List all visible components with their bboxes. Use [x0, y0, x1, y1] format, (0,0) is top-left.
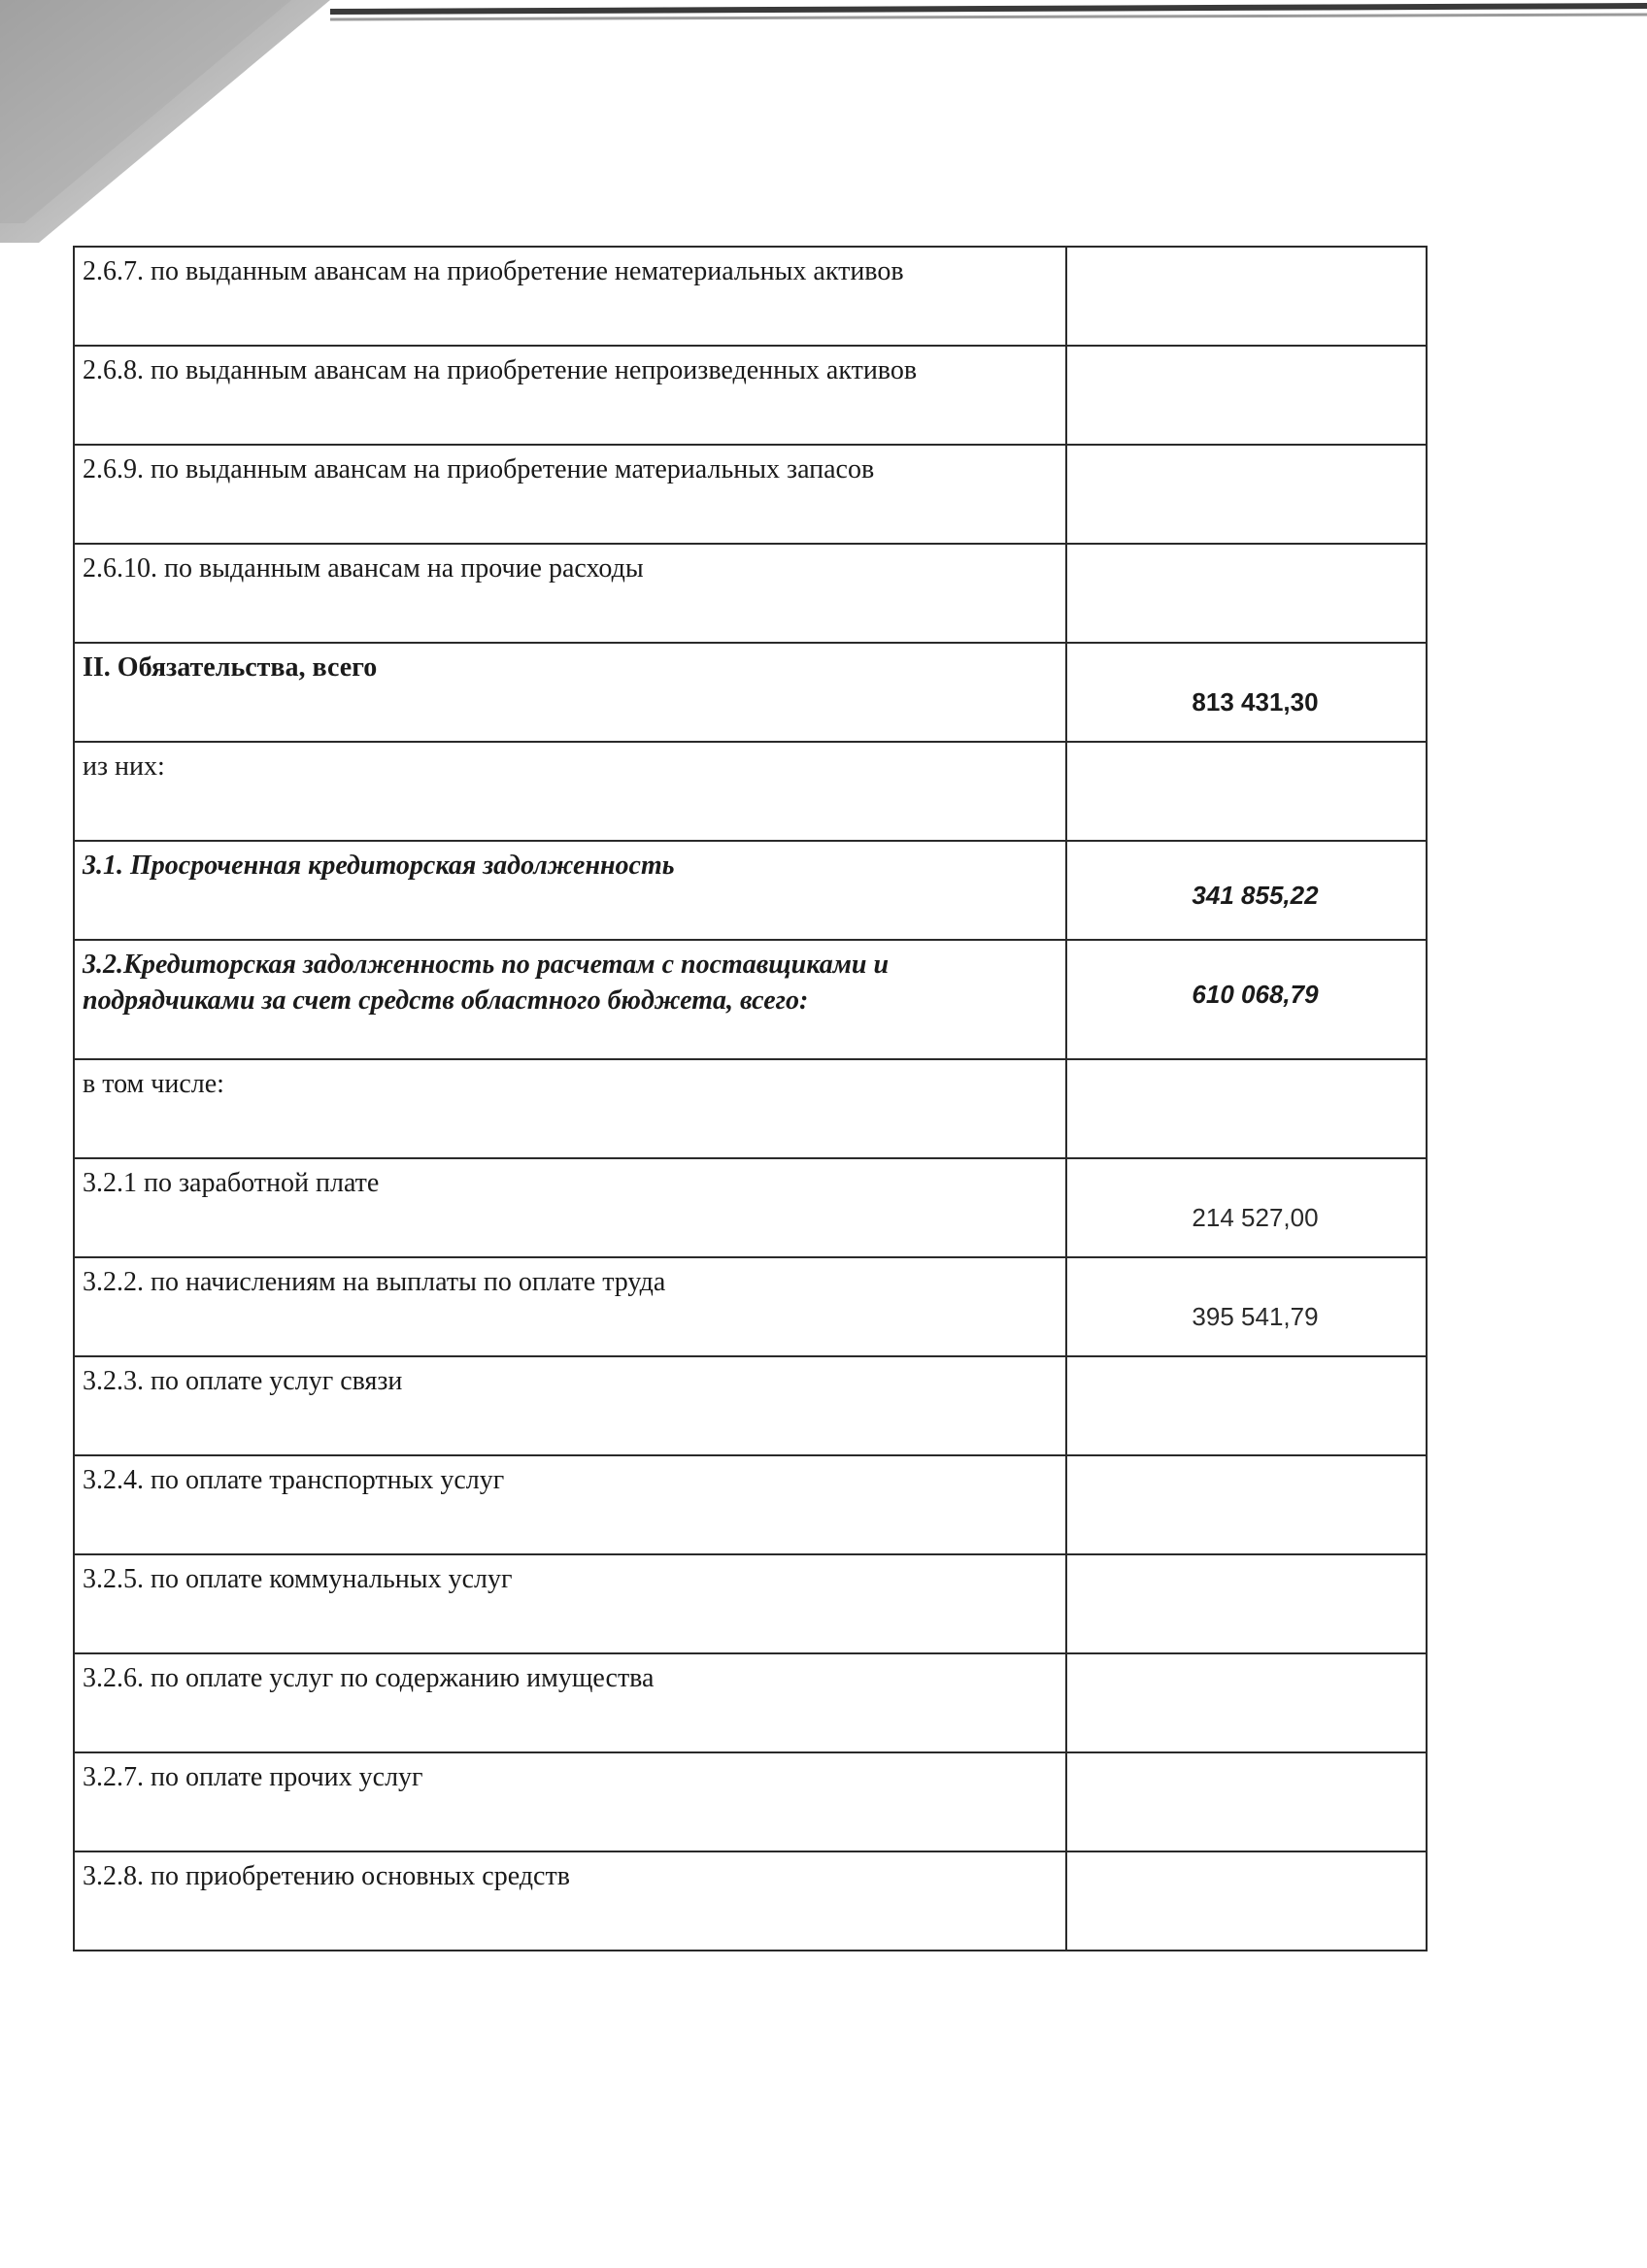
row-value: 395 541,79	[1192, 1302, 1319, 1331]
row-label-cell	[74, 940, 1066, 1059]
row-label-cell	[74, 346, 1066, 445]
row-label: 3.2.6. по оплате услуг по содержанию имущества	[83, 1663, 655, 1693]
row-value	[1067, 446, 1426, 489]
row-value	[1067, 347, 1426, 390]
row-value	[1067, 1852, 1426, 1896]
row-value-cell	[1066, 1851, 1427, 1951]
row-label-cell	[74, 841, 1066, 940]
row-value-cell	[1066, 940, 1427, 1059]
table-body	[74, 247, 1427, 1951]
table-row	[74, 940, 1427, 1059]
row-value: 341 855,22	[1192, 881, 1319, 910]
row-label-cell	[74, 742, 1066, 841]
row-value-cell	[1066, 544, 1427, 643]
row-label-cell	[74, 1158, 1066, 1257]
row-label: 3.2.8. по приобретению основных средств	[83, 1861, 570, 1891]
scan-fold-shadow	[0, 0, 1647, 252]
row-value-cell	[1066, 346, 1427, 445]
row-label-cell	[74, 643, 1066, 742]
row-label: 3.2.5. по оплате коммунальных услуг	[83, 1564, 513, 1594]
row-value	[1067, 1654, 1426, 1698]
row-label-cell	[74, 1851, 1066, 1951]
row-label: 2.6.10. по выданным авансам на прочие расходы	[83, 553, 644, 584]
row-label: II. Обязательства, всего	[83, 652, 378, 683]
table-row	[74, 1455, 1427, 1554]
row-label: 2.6.7. по выданным авансам на приобретение нематериальных активов	[83, 256, 904, 286]
row-label-cell	[74, 445, 1066, 544]
table-row	[74, 544, 1427, 643]
row-label: в том числе:	[83, 1069, 224, 1099]
row-label: 3.2.2. по начислениям на выплаты по оплате труда	[83, 1267, 666, 1297]
row-label-cell	[74, 1653, 1066, 1752]
row-value-cell	[1066, 1554, 1427, 1653]
table-row	[74, 742, 1427, 841]
table-row	[74, 643, 1427, 742]
row-value-cell	[1066, 1356, 1427, 1455]
row-value	[1067, 1456, 1426, 1500]
row-label: 2.6.8. по выданным авансам на приобретение непроизведенных активов	[83, 355, 918, 385]
table-row	[74, 1059, 1427, 1158]
liabilities-table	[73, 246, 1428, 1951]
table-row	[74, 1653, 1427, 1752]
row-value-cell	[1066, 1752, 1427, 1851]
table-row	[74, 1851, 1427, 1951]
table-row	[74, 1752, 1427, 1851]
row-label-cell	[74, 247, 1066, 346]
row-label: 3.2.4. по оплате транспортных услуг	[83, 1465, 505, 1495]
row-value	[1067, 1357, 1426, 1401]
row-value-cell	[1066, 841, 1427, 940]
table-row	[74, 247, 1427, 346]
row-label: из них:	[83, 751, 165, 782]
row-label: 3.2.3. по оплате услуг связи	[83, 1366, 403, 1396]
row-label-cell	[74, 1257, 1066, 1356]
row-value	[1067, 545, 1426, 588]
row-label-cell	[74, 1356, 1066, 1455]
row-value	[1067, 248, 1426, 291]
row-value-cell	[1066, 1455, 1427, 1554]
row-value	[1067, 1753, 1426, 1797]
row-value-cell	[1066, 1653, 1427, 1752]
row-label: 3.2.Кредиторская задолженность по расчетам с поставщиками и подрядчиками за счет средств областного бюджета, всего:	[83, 950, 890, 1016]
row-label-cell	[74, 1455, 1066, 1554]
row-label-cell	[74, 544, 1066, 643]
table-row	[74, 1257, 1427, 1356]
table-row	[74, 1158, 1427, 1257]
row-value-cell	[1066, 643, 1427, 742]
table-row	[74, 1356, 1427, 1455]
table-row	[74, 445, 1427, 544]
row-value-cell	[1066, 1158, 1427, 1257]
row-value	[1067, 1555, 1426, 1599]
row-value: 813 431,30	[1192, 687, 1319, 717]
row-value	[1067, 743, 1426, 786]
row-label: 2.6.9. по выданным авансам на приобретение материальных запасов	[83, 454, 875, 484]
row-value-cell	[1066, 1257, 1427, 1356]
table-row	[74, 841, 1427, 940]
table-row	[74, 346, 1427, 445]
row-value	[1067, 1060, 1426, 1104]
row-value-cell	[1066, 445, 1427, 544]
row-label-cell	[74, 1752, 1066, 1851]
row-value: 214 527,00	[1192, 1203, 1319, 1232]
row-value-cell	[1066, 742, 1427, 841]
row-value-cell	[1066, 1059, 1427, 1158]
row-label: 3.2.7. по оплате прочих услуг	[83, 1762, 423, 1792]
row-label-cell	[74, 1059, 1066, 1158]
row-value-cell	[1066, 247, 1427, 346]
row-label: 3.1. Просроченная кредиторская задолженность	[83, 850, 675, 881]
row-value: 610 068,79	[1192, 980, 1319, 1009]
row-label: 3.2.1 по заработной плате	[83, 1168, 380, 1198]
row-label-cell	[74, 1554, 1066, 1653]
table-row	[74, 1554, 1427, 1653]
